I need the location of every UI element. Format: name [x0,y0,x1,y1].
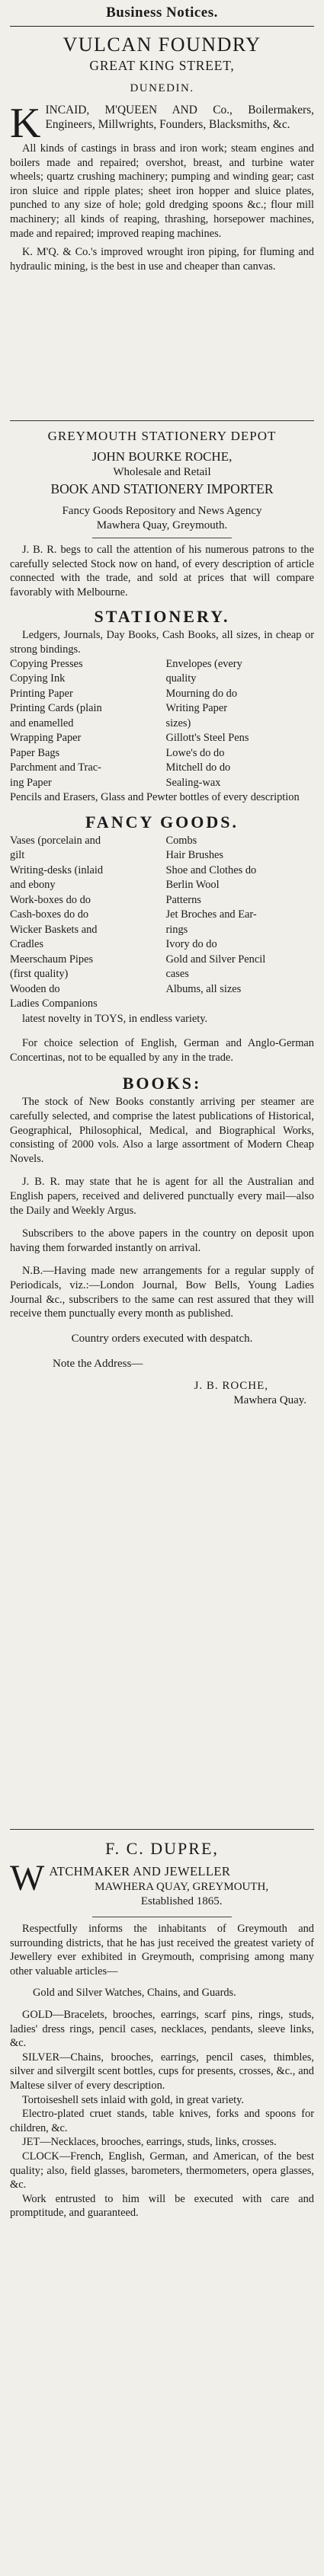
list-item: Jet Broches and Ear- [165,908,257,921]
greymouth-repository: Fancy Goods Repository and News Agency [62,505,262,517]
list-item: Meerschaum Pipes [10,953,94,966]
list-item: rings [165,923,188,936]
list-item: Berlin Wool [165,879,220,892]
list-item: gilt [10,849,25,862]
fancy-goods-heading: FANCY GOODS. [85,812,239,832]
stationery-list-left [10,657,159,791]
greymouth-address: Mawhera Quay, Greymouth. [96,519,228,531]
note-address: Note the Address— [53,1357,143,1370]
list-item: Gillott's Steel Pens [165,732,249,745]
list-item: Ladies Companions [10,998,98,1010]
dupre-intro: Respectfully informs the inhabitants of Greymouth and surrounding districts, that he has just received the greatest variety of Jewellery ever exhibited in Greymouth, comprising among many other valuable articles— [10,1923,314,1977]
list-item: Ivory do do [165,938,217,951]
dupre-jeweller-ad [10,1837,314,2576]
books-body: The stock of New Books constantly arriving per steamer are carefully selected, and comprise the latest publications of Historical, Geographical, Philosophical, Medical, and Biographical Works, consisting of 2000 vols. Also a large assortment of Modern Cheap Novels. [10,1096,314,1165]
agent-notice: J. B. R. may state that he is agent for all the Australian and English papers, received and delivered punctually every mail—also the Daily and Weekly Argus. [10,1176,314,1217]
stationery-line: Ledgers, Journals, Day Books, Cash Books, all sizes, in cheap or strong bindings. [10,629,314,656]
list-item: Gold and Silver Pencil [165,953,266,966]
dupre-trade-text: ATCHMAKER AND JEWELLER [49,1864,231,1879]
list-item: Mourning do do [165,687,238,700]
dupre-closing: Work entrusted to him will be executed with care and promptitude, and guaranteed. [10,2192,314,2220]
greymouth-title: GREYMOUTH STATIONERY DEPOT [47,429,277,443]
toys-line: latest novelty in TOYS, in endless variety. [22,1012,208,1025]
list-item: Cash-boxes do do [10,908,89,921]
vulcan-dropcap: K [10,100,41,147]
stationery-end: Pencils and Erasers, Glass and Pewter bottles of every description [10,791,300,804]
greymouth-stationery-ad [10,427,314,1830]
list-item: Wooden do [10,982,60,995]
dupre-clock: CLOCK—French, English, German, and American, of the best quality; also, field glasses, barometers, thermometers, opera glasses, &c. [10,2150,314,2191]
list-item: Writing-desks (inlaid [10,863,104,876]
list-item: Patterns [165,893,201,906]
vulcan-firm-text: INCAID, M'QUEEN AND Co., Boilermakers, Engineers, Millwrights, Founders, Blacksmiths, &c. [45,104,314,131]
list-item: Parchment and Trac- [10,761,101,774]
list-item: Copying Presses [10,657,83,670]
dupre-title: F. C. DUPRE, [105,1839,219,1858]
fancy-goods-list-left [10,834,159,1012]
vulcan-street: GREAT KING STREET, [89,58,235,73]
books-heading: BOOKS: [122,1074,202,1093]
list-item: Envelopes (every [165,657,242,670]
list-item: cases [165,968,189,981]
fancy-goods-list-right [166,834,315,1012]
concertina-line: For choice selection of English, German and Anglo-German Concertinas, not to be equalled by any in the trade. [10,1037,314,1064]
list-item: ing Paper [10,776,52,789]
dupre-trade [10,1860,314,1909]
signature: J. B. ROCHE, [194,1379,268,1392]
list-item: quality [165,672,197,685]
vulcan-body-2: K. M'Q. & Co.'s improved wrought iron piping, for fluming and hydraulic mining, is the best in use and cheaper than canvas. [10,246,314,273]
greymouth-trade: Wholesale and Retail [113,466,211,478]
nb-notice: N.B.—Having made new arrangements for a regular supply of Periodicals, viz.:—London Journal, Bow Bells, Young Ladies Journal &c., subscribers to the same can rest assured that they will receive them punctually every month as published. [10,1265,314,1320]
fancy-goods-list [10,834,314,1012]
list-item: Printing Paper [10,687,73,700]
greymouth-intro: J. B. R. begs to call the attention of his numerous patrons to the carefully selected Stock now on hand, of every description of article connected with the trade, and sold at prices that will compare favorably with Melbourne. [10,544,314,599]
list-item: (first quality) [10,968,69,981]
orders-notice: Country orders executed with despatch. [71,1332,253,1345]
stationery-heading: STATIONERY. [94,607,230,627]
greymouth-importer: BOOK AND STATIONERY IMPORTER [50,481,274,496]
dupre-silver: SILVER—Chains, brooches, earrings, pencil cases, thimbles, silver and silvergilt scent bottles, cups for presents, crosses, &c., and Maltese silver of every description. [10,2051,314,2092]
dupre-watches: Gold and Silver Watches, Chains, and Guards. [33,1987,236,2000]
signature-address: Mawhera Quay. [233,1393,306,1406]
list-item: Hair Brushes [165,849,224,862]
list-item: Writing Paper [165,702,228,715]
vulcan-foundry-ad [10,33,314,421]
list-item: Cradles [10,938,43,951]
dupre-gold: GOLD—Bracelets, brooches, earrings, scarf pins, rings, studs, ladies' dress rings, pencil cases, necklaces, pendants, sleeve links, &c. [10,2008,314,2050]
stationery-list [10,657,314,791]
dupre-jet: JET—Necklaces, brooches, earrings, studs, links, crosses. [22,2136,277,2149]
list-item: Wrapping Paper [10,732,82,745]
list-item: Paper Bags [10,746,60,759]
list-item: and enamelled [10,717,74,729]
vulcan-town: DUNEDIN. [130,82,194,94]
list-item: Albums, all sizes [165,982,242,995]
list-item: Copying Ink [10,672,66,685]
list-item: Vases (porcelain and [10,834,101,847]
list-item: Lowe's do do [165,746,225,759]
list-item: Wicker Baskets and [10,923,98,936]
list-item: Shoe and Clothes do [165,863,257,876]
list-item: Mitchell do do [165,761,231,774]
list-item: and ebony [10,879,56,892]
greymouth-owner: JOHN BOURKE ROCHE, [91,449,233,464]
vulcan-body-1: All kinds of castings in brass and iron work; steam engines and boilers made and repaired; overshot, breast, and turbine water wheels; quartz crushing machinery; pumping and winding gear; cast iron sluice and ripple plates; sheet iron hopper and sluice plates, punched to any size of hole; gold dredging spoons &c.; flour mill machinery; all kinds of reaping, thrashing, horsepower machines, made and repaired; improved reaping machines. [10,142,314,240]
dupre-address: MAWHERA QUAY, GREYMOUTH, [95,1881,269,1893]
list-item: Printing Cards (plain [10,702,102,715]
list-item [166,997,315,1012]
list-item: sizes) [165,717,191,729]
dupre-electro: Electro-plated cruet stands, table knives, forks and spoons for children, &c. [10,2108,314,2134]
vulcan-firm [10,100,314,147]
dupre-tortoiseshell: Tortoiseshell sets inlaid with gold, in great variety. [22,2093,245,2106]
dupre-established: Established 1865. [140,1895,223,1907]
page-header: Business Notices. [10,0,314,27]
list-item: Combs [165,834,197,847]
vulcan-title: VULCAN FOUNDRY [63,34,261,56]
list-item: Work-boxes do do [10,893,91,906]
subscribers-notice: Subscribers to the above papers in the country on deposit upon having them forwarded instantly on arrival. [10,1227,314,1254]
stationery-list-right [166,657,315,791]
list-item: Sealing-wax [165,776,221,789]
dupre-dropcap: W [10,1858,45,1898]
